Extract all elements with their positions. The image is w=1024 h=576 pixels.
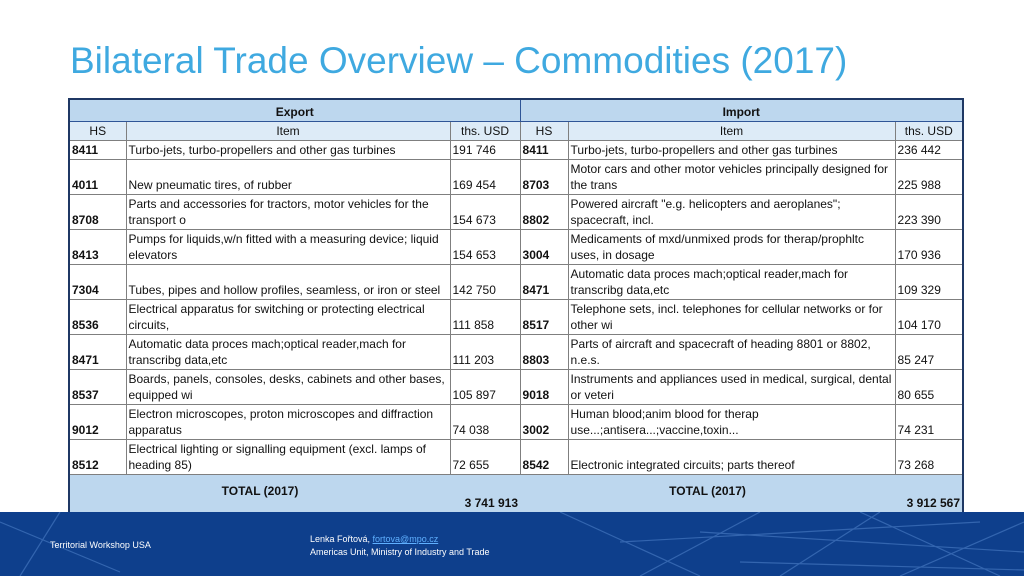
export-col-hs: HS (69, 121, 126, 140)
table-row (69, 140, 963, 159)
import-total-label: TOTAL (2017) (520, 474, 895, 515)
export-item: Pumps for liquids,w/n fitted with a measuring device; liquid elevators (126, 229, 450, 264)
export-item: Electrical apparatus for switching or protecting electrical circuits, (126, 299, 450, 334)
export-item: Boards, panels, consoles, desks, cabinets and other bases, equipped wi (126, 369, 450, 404)
import-value: 85 247 (895, 334, 963, 369)
import-value: 74 231 (895, 404, 963, 439)
export-col-value: ths. USD (450, 121, 520, 140)
export-value: 154 673 (450, 194, 520, 229)
import-item: Instruments and appliances used in medical, surgical, dental or veteri (568, 369, 895, 404)
export-total-label: TOTAL (2017) (69, 474, 450, 515)
import-heading: Import (520, 99, 963, 121)
import-hs-code: 8703 (520, 159, 568, 194)
export-hs-code: 8536 (69, 299, 126, 334)
table-row (69, 159, 963, 194)
import-item: Parts of aircraft and spacecraft of heading 8801 or 8802, n.e.s. (568, 334, 895, 369)
import-value: 236 442 (895, 140, 963, 159)
import-value: 80 655 (895, 369, 963, 404)
export-value: 74 038 (450, 404, 520, 439)
export-value: 154 653 (450, 229, 520, 264)
export-item: Tubes, pipes and hollow profiles, seamless, or iron or steel (126, 264, 450, 299)
table-row (69, 299, 963, 334)
import-value: 225 988 (895, 159, 963, 194)
table-row (69, 404, 963, 439)
export-value: 142 750 (450, 264, 520, 299)
import-item: Human blood;anim blood for therap use...;antisera...;vaccine,toxin... (568, 404, 895, 439)
table-row (69, 369, 963, 404)
import-value: 109 329 (895, 264, 963, 299)
import-hs-code: 8517 (520, 299, 568, 334)
import-hs-code: 8803 (520, 334, 568, 369)
table-row (69, 194, 963, 229)
export-item: Parts and accessories for tractors, motor vehicles for the transport o (126, 194, 450, 229)
table-row (69, 229, 963, 264)
import-item: Electronic integrated circuits; parts thereof (568, 439, 895, 474)
footer-workshop: Territorial Workshop USA (50, 540, 151, 550)
import-item: Telephone sets, incl. telephones for cellular networks or for other wi (568, 299, 895, 334)
import-col-value: ths. USD (895, 121, 963, 140)
export-hs-code: 8512 (69, 439, 126, 474)
export-item: Automatic data proces mach;optical reader,mach for transcribg data,etc (126, 334, 450, 369)
import-value: 104 170 (895, 299, 963, 334)
import-col-hs: HS (520, 121, 568, 140)
import-value: 170 936 (895, 229, 963, 264)
export-value: 169 454 (450, 159, 520, 194)
table-row (69, 264, 963, 299)
import-item: Medicaments of mxd/unmixed prods for therap/prophltc uses, in dosage (568, 229, 895, 264)
export-item: Electron microscopes, proton microscopes and diffraction apparatus (126, 404, 450, 439)
export-item: New pneumatic tires, of rubber (126, 159, 450, 194)
import-hs-code: 3004 (520, 229, 568, 264)
import-item: Turbo-jets, turbo-propellers and other gas turbines (568, 140, 895, 159)
export-hs-code: 9012 (69, 404, 126, 439)
export-item: Electrical lighting or signalling equipment (excl. lamps of heading 85) (126, 439, 450, 474)
export-total-value: 3 741 913 (450, 474, 520, 515)
import-hs-code: 8411 (520, 140, 568, 159)
export-hs-code: 8471 (69, 334, 126, 369)
trade-table (68, 98, 964, 516)
import-value: 73 268 (895, 439, 963, 474)
export-hs-code: 7304 (69, 264, 126, 299)
footer-author: Lenka Fořtová, (310, 534, 373, 544)
export-value: 72 655 (450, 439, 520, 474)
export-item: Turbo-jets, turbo-propellers and other gas turbines (126, 140, 450, 159)
table-row (69, 439, 963, 474)
export-heading: Export (69, 99, 520, 121)
export-value: 111 203 (450, 334, 520, 369)
import-hs-code: 8471 (520, 264, 568, 299)
page-title: Bilateral Trade Overview – Commodities (2017) (70, 40, 848, 81)
export-hs-code: 8708 (69, 194, 126, 229)
export-hs-code: 8413 (69, 229, 126, 264)
import-total-value: 3 912 567 (895, 474, 963, 515)
export-value: 105 897 (450, 369, 520, 404)
total-row (69, 474, 963, 515)
import-value: 223 390 (895, 194, 963, 229)
import-hs-code: 9018 (520, 369, 568, 404)
footer-bar (0, 512, 1024, 576)
import-hs-code: 8802 (520, 194, 568, 229)
network-pattern-graphic (0, 512, 1024, 576)
table-row (69, 334, 963, 369)
import-item: Motor cars and other motor vehicles principally designed for the trans (568, 159, 895, 194)
footer-email-link[interactable]: fortova@mpo.cz (372, 534, 439, 544)
export-col-item: Item (126, 121, 450, 140)
export-hs-code: 4011 (69, 159, 126, 194)
export-value: 191 746 (450, 140, 520, 159)
export-hs-code: 8411 (69, 140, 126, 159)
export-hs-code: 8537 (69, 369, 126, 404)
footer-unit: Americas Unit, Ministry of Industry and Trade (310, 547, 490, 557)
export-value: 111 858 (450, 299, 520, 334)
import-item: Powered aircraft "e.g. helicopters and aeroplanes"; spacecraft, incl. (568, 194, 895, 229)
footer-contact (310, 533, 490, 559)
import-hs-code: 3002 (520, 404, 568, 439)
import-hs-code: 8542 (520, 439, 568, 474)
import-col-item: Item (568, 121, 895, 140)
import-item: Automatic data proces mach;optical reader,mach for transcribg data,etc (568, 264, 895, 299)
